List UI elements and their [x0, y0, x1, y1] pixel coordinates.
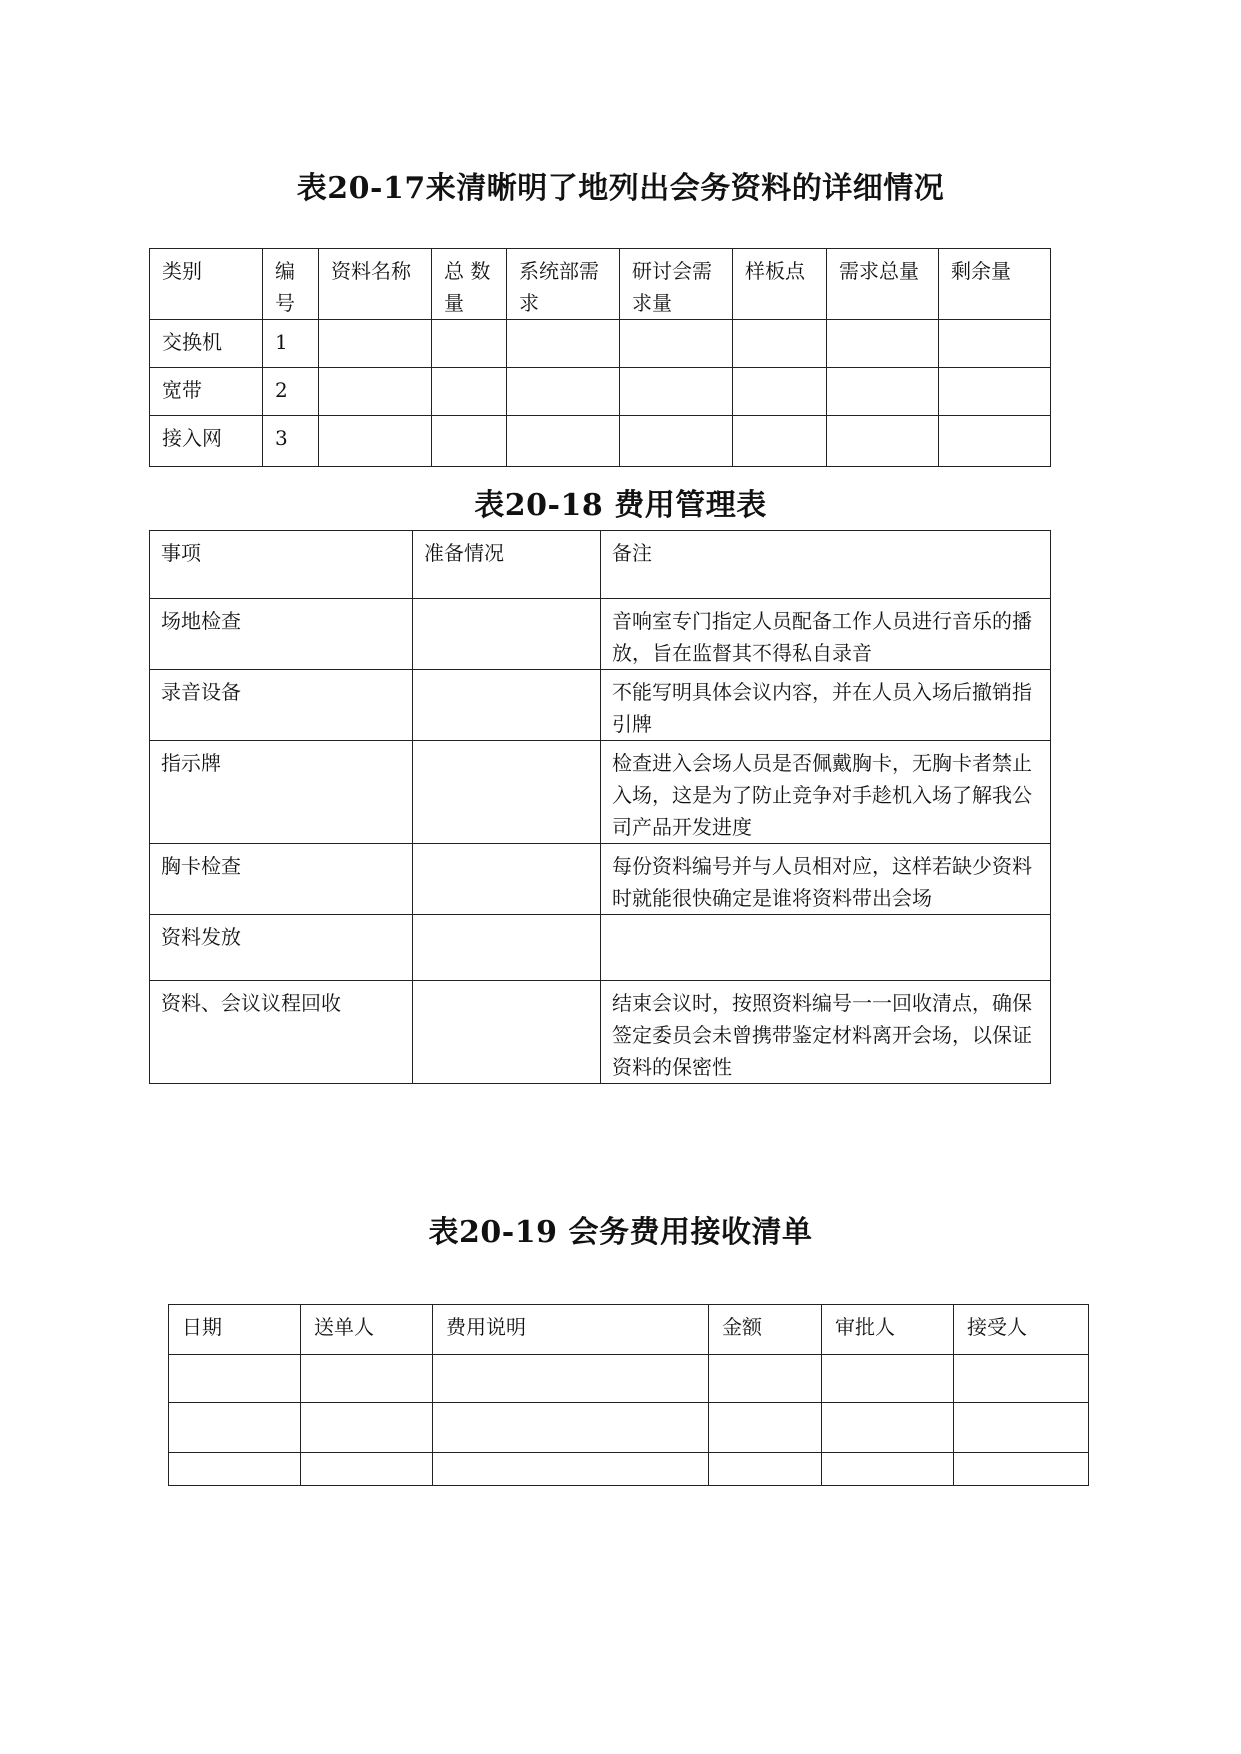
- table-cell: [954, 1403, 1089, 1453]
- table-header-row: [169, 1305, 1089, 1355]
- table-row: [150, 368, 1051, 416]
- header-cell: 资料名称: [319, 249, 432, 320]
- table-20-18-title: 表20-18 费用管理表: [474, 488, 767, 523]
- table-cell: [939, 416, 1051, 467]
- table-cell: [319, 320, 432, 368]
- table-cell: 检查进入会场人员是否佩戴胸卡，无胸卡者禁止入场，这是为了防止竞争对手趁机入场了解我公司产品开发进度: [601, 741, 1051, 844]
- table-cell: [507, 416, 620, 467]
- header-cell: 编号: [263, 249, 319, 320]
- header-cell: 送单人: [301, 1305, 433, 1355]
- table-row: [150, 844, 1051, 915]
- fee-management-table: [149, 530, 1051, 1084]
- header-cell: 备注: [601, 531, 1051, 599]
- table-cell: [709, 1453, 822, 1486]
- header-cell: 接受人: [954, 1305, 1089, 1355]
- table-cell: [822, 1453, 954, 1486]
- table-cell: 不能写明具体会议内容，并在人员入场后撤销指引牌: [601, 670, 1051, 741]
- table-cell: [169, 1453, 301, 1486]
- table-cell: [822, 1355, 954, 1403]
- table-row: [150, 981, 1051, 1084]
- header-cell: 类别: [150, 249, 263, 320]
- table-cell: [822, 1403, 954, 1453]
- table-cell: [827, 320, 939, 368]
- table-row: [150, 320, 1051, 368]
- table-row: [150, 416, 1051, 467]
- header-cell: 总 数量: [432, 249, 507, 320]
- table-cell: [319, 416, 432, 467]
- table-cell: [507, 320, 620, 368]
- table-cell: [413, 844, 601, 915]
- table-cell: 接入网: [150, 416, 263, 467]
- table-cell: 资料发放: [150, 915, 413, 981]
- table-cell: [413, 670, 601, 741]
- fee-receipt-table: [168, 1304, 1089, 1486]
- table-cell: [939, 320, 1051, 368]
- table-cell: [620, 320, 733, 368]
- header-cell: 金额: [709, 1305, 822, 1355]
- header-cell: 需求总量: [827, 249, 939, 320]
- header-cell: 样板点: [733, 249, 827, 320]
- header-cell: 研讨会需求量: [620, 249, 733, 320]
- table-cell: 音响室专门指定人员配备工作人员进行音乐的播放，旨在监督其不得私自录音: [601, 599, 1051, 670]
- table-cell: [319, 368, 432, 416]
- table-cell: 场地检查: [150, 599, 413, 670]
- table-cell: [709, 1403, 822, 1453]
- table-cell: 2: [263, 368, 319, 416]
- table-20-19-title: 表20-19 会务费用接收清单: [428, 1215, 813, 1250]
- header-cell: 系统部需求: [507, 249, 620, 320]
- table-cell: [620, 368, 733, 416]
- table-header-row: [150, 249, 1051, 320]
- table-cell: [954, 1453, 1089, 1486]
- table-20-17-title: 表20-17来清晰明了地列出会务资料的详细情况: [296, 171, 945, 206]
- table-row: [150, 741, 1051, 844]
- table-cell: [432, 416, 507, 467]
- table-cell: 每份资料编号并与人员相对应，这样若缺少资料时就能很快确定是谁将资料带出会场: [601, 844, 1051, 915]
- table-cell: [433, 1355, 709, 1403]
- table-row: [150, 599, 1051, 670]
- table-cell: [301, 1453, 433, 1486]
- table-cell: [433, 1453, 709, 1486]
- table-cell: 宽带: [150, 368, 263, 416]
- table-cell: [620, 416, 733, 467]
- table-cell: [827, 368, 939, 416]
- table-cell: [169, 1355, 301, 1403]
- table-cell: [709, 1355, 822, 1403]
- table-cell: 交换机: [150, 320, 263, 368]
- table-cell: 胸卡检查: [150, 844, 413, 915]
- table-header-row: [150, 531, 1051, 599]
- header-cell: 日期: [169, 1305, 301, 1355]
- table-cell: [301, 1403, 433, 1453]
- table-row: [169, 1453, 1089, 1486]
- header-cell: 费用说明: [433, 1305, 709, 1355]
- table-cell: [601, 915, 1051, 981]
- table-cell: [432, 368, 507, 416]
- table-row: [169, 1355, 1089, 1403]
- table-cell: 1: [263, 320, 319, 368]
- table-cell: [169, 1403, 301, 1453]
- table-cell: [413, 915, 601, 981]
- table-cell: [939, 368, 1051, 416]
- table-cell: [301, 1355, 433, 1403]
- table-cell: 资料、会议议程回收: [150, 981, 413, 1084]
- table-cell: [413, 741, 601, 844]
- header-cell: 审批人: [822, 1305, 954, 1355]
- table-cell: 指示牌: [150, 741, 413, 844]
- table-cell: [733, 416, 827, 467]
- table-cell: 录音设备: [150, 670, 413, 741]
- table-cell: 3: [263, 416, 319, 467]
- materials-table: [149, 248, 1051, 467]
- table-row: [150, 915, 1051, 981]
- table-cell: 结束会议时，按照资料编号一一回收清点，确保签定委员会未曾携带鉴定材料离开会场，以保证资料的保密性: [601, 981, 1051, 1084]
- header-cell: 剩余量: [939, 249, 1051, 320]
- table-cell: [507, 368, 620, 416]
- table-cell: [954, 1355, 1089, 1403]
- table-cell: [413, 599, 601, 670]
- header-cell: 准备情况: [413, 531, 601, 599]
- header-cell: 事项: [150, 531, 413, 599]
- table-cell: [432, 320, 507, 368]
- table-cell: [733, 368, 827, 416]
- table-row: [169, 1403, 1089, 1453]
- table-cell: [827, 416, 939, 467]
- table-cell: [433, 1403, 709, 1453]
- table-cell: [733, 320, 827, 368]
- table-cell: [413, 981, 601, 1084]
- table-row: [150, 670, 1051, 741]
